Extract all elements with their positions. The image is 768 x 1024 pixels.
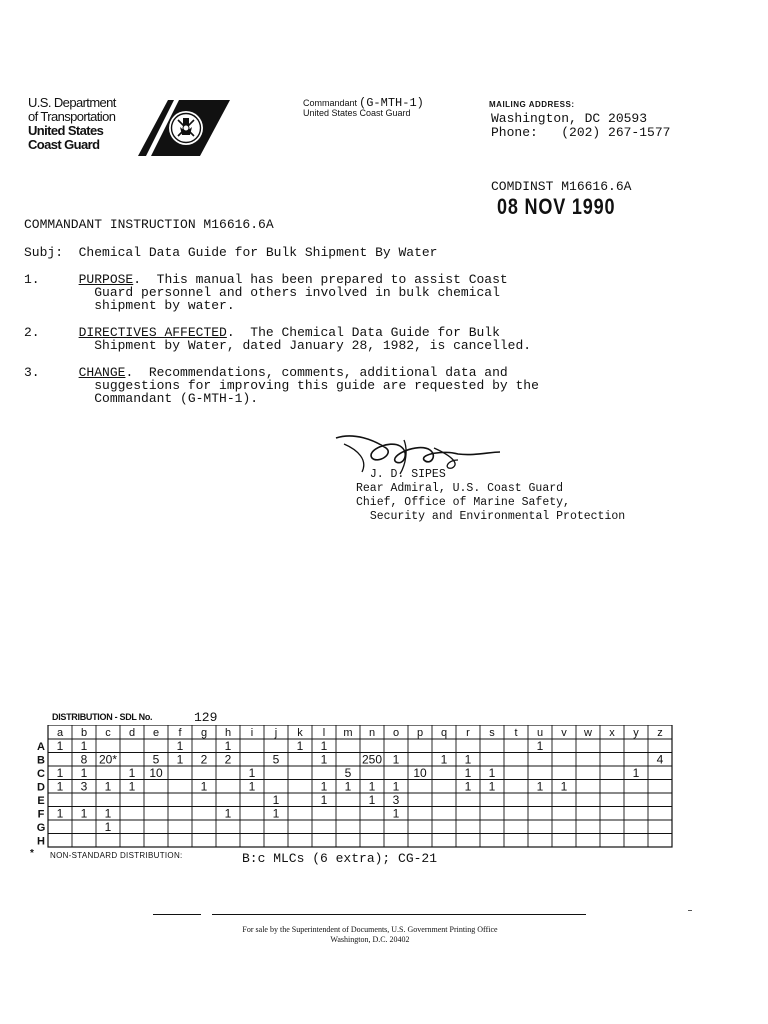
- footer-rule-long: [212, 914, 586, 915]
- distribution-cell: 1: [80, 738, 88, 753]
- paragraph-line: . Recommendations, comments, additional data and: [125, 365, 508, 380]
- column-header: j: [274, 727, 278, 739]
- distribution-cell: 1: [56, 779, 64, 794]
- distribution-cell: 1: [344, 779, 352, 794]
- column-header: r: [466, 727, 470, 739]
- phone-number: (202) 267-1577: [561, 125, 671, 140]
- distribution-cell: 1: [320, 792, 328, 807]
- distribution-cell: 1: [104, 779, 112, 794]
- commandant-header: [303, 98, 424, 118]
- distribution-cell: 20*: [98, 752, 118, 767]
- nonstandard-marker: *: [30, 848, 34, 859]
- distribution-cell: 5: [344, 765, 352, 780]
- subject-line: [24, 246, 437, 259]
- distribution-cell: 4: [656, 752, 664, 767]
- commandant-label: Commandant: [303, 98, 358, 108]
- paragraph-line: suggestions for improving this guide are requested by the: [94, 378, 539, 393]
- distribution-cell: 1: [320, 779, 328, 794]
- column-header: o: [392, 727, 400, 739]
- column-header: q: [440, 727, 448, 739]
- row-label: G: [36, 821, 46, 834]
- distribution-table: [35, 725, 691, 848]
- distribution-cell: 1: [56, 765, 64, 780]
- distribution-cell: 1: [80, 765, 88, 780]
- distribution-cell: 1: [56, 806, 64, 821]
- distribution-cell: 1: [248, 779, 256, 794]
- agency-line-3: United States: [28, 123, 104, 138]
- row-label: D: [37, 781, 45, 794]
- date-stamp: 08 NOV 1990: [497, 194, 616, 219]
- distribution-cell: 2: [224, 752, 232, 767]
- distribution-cell: 1: [104, 806, 112, 821]
- distribution-cell: 1: [272, 792, 280, 807]
- sdl-number: 129: [194, 710, 218, 725]
- column-header: d: [128, 727, 136, 739]
- column-header: x: [609, 727, 615, 739]
- sale-notice-line-2: Washington, D.C. 20402: [330, 935, 410, 944]
- paragraph-line: Commandant (G-MTH-1).: [94, 391, 259, 406]
- distribution-cell: 1: [248, 765, 256, 780]
- distribution-cell: 5: [152, 752, 160, 767]
- commandant-org: United States Coast Guard: [303, 108, 411, 118]
- distribution-cell: 1: [464, 752, 472, 767]
- signer-title-3: Security and Environmental Protection: [369, 510, 626, 523]
- row-label: A: [37, 740, 45, 753]
- distribution-cell: 1: [464, 779, 472, 794]
- page-tick-mark: [688, 910, 692, 911]
- distribution-cell: 1: [128, 765, 136, 780]
- distribution-cell: 1: [536, 738, 544, 753]
- address-city: Washington, DC 20593: [491, 111, 648, 126]
- paragraph-heading: PURPOSE: [78, 272, 134, 287]
- column-header: g: [200, 727, 208, 739]
- paragraph-heading: CHANGE: [78, 365, 126, 380]
- column-header: w: [584, 727, 592, 739]
- signer-title-1: Rear Admiral, U.S. Coast Guard: [356, 482, 564, 495]
- phone-label: Phone:: [491, 125, 538, 140]
- distribution-cell: 8: [80, 752, 88, 767]
- paragraph-line: . The Chemical Data Guide for Bulk: [226, 325, 500, 340]
- distribution-cell: 1: [80, 806, 88, 821]
- distribution-cell: 1: [632, 765, 640, 780]
- sale-notice: [150, 925, 590, 945]
- column-header: t: [514, 727, 518, 739]
- distribution-cell: 1: [440, 752, 448, 767]
- distribution-cell: 5: [272, 752, 280, 767]
- column-header: k: [297, 727, 303, 739]
- signer-title-2: Chief, Office of Marine Safety,: [356, 496, 570, 509]
- paragraph-line: shipment by water.: [94, 298, 235, 313]
- instruction-title: COMMANDANT INSTRUCTION M16616.6A: [24, 217, 274, 232]
- distribution-cell: 1: [560, 779, 568, 794]
- agency-line-4: Coast Guard: [28, 137, 100, 152]
- distribution-cell: 1: [296, 738, 304, 753]
- paragraph-number: 1.: [24, 272, 40, 287]
- column-header: p: [416, 727, 424, 739]
- column-header: u: [536, 727, 544, 739]
- nonstandard-distribution-label: NON-STANDARD DISTRIBUTION:: [50, 851, 183, 860]
- distribution-cell: 1: [488, 779, 496, 794]
- column-header: n: [368, 727, 376, 739]
- distribution-cell: 1: [176, 752, 184, 767]
- subject-text: Chemical Data Guide for Bulk Shipment By Water: [78, 245, 438, 260]
- column-header: c: [105, 727, 111, 739]
- column-header: z: [657, 727, 663, 739]
- mailing-address-label: MAILING ADDRESS:: [489, 100, 575, 109]
- distribution-cell: 1: [464, 765, 472, 780]
- agency-name: [28, 96, 148, 152]
- distribution-cell: 1: [320, 738, 328, 753]
- footer-rule-short: [153, 914, 201, 915]
- column-header: f: [178, 727, 182, 739]
- distribution-cell: 250: [361, 752, 383, 767]
- column-header: i: [250, 727, 254, 739]
- paragraph-number: 3.: [24, 365, 40, 380]
- column-header: v: [561, 727, 567, 739]
- column-header: s: [489, 727, 495, 739]
- paragraph-number: 2.: [24, 325, 40, 340]
- distribution-cell: 1: [272, 806, 280, 821]
- distribution-cell: 1: [392, 752, 400, 767]
- row-label: E: [37, 794, 45, 807]
- distribution-cell: 10: [413, 765, 427, 780]
- column-header: h: [224, 727, 232, 739]
- column-header: y: [633, 727, 639, 739]
- distribution-cell: 1: [392, 806, 400, 821]
- distribution-cell: 1: [104, 819, 112, 834]
- paragraph-line: . This manual has been prepared to assist Coast: [133, 272, 508, 287]
- distribution-cell: 1: [368, 792, 376, 807]
- column-header: l: [322, 727, 326, 739]
- distribution-cell: 1: [128, 779, 136, 794]
- distribution-cell: 3: [392, 792, 400, 807]
- signature-block: [356, 468, 625, 524]
- distribution-label: DISTRIBUTION - SDL No.: [52, 712, 153, 722]
- agency-line-2: of Transportation: [28, 109, 116, 124]
- distribution-cell: 1: [200, 779, 208, 794]
- distribution-cell: 1: [320, 752, 328, 767]
- agency-line-1: U.S. Department: [28, 95, 116, 110]
- column-header: m: [343, 727, 353, 739]
- distribution-cell: 2: [200, 752, 208, 767]
- paragraph-line: Shipment by Water, dated January 28, 1982, is cancelled.: [94, 338, 532, 353]
- distribution-cell: 3: [80, 779, 88, 794]
- comdinst-number: COMDINST M16616.6A: [491, 179, 632, 194]
- row-label: C: [37, 767, 45, 780]
- commandant-code: (G-MTH-1): [359, 96, 424, 110]
- distribution-cell: 1: [176, 738, 184, 753]
- distribution-cell: 1: [392, 779, 400, 794]
- row-label: H: [37, 835, 45, 848]
- column-header: a: [56, 727, 64, 739]
- distribution-cell: 1: [368, 779, 376, 794]
- distribution-cell: 1: [488, 765, 496, 780]
- paragraph-heading: DIRECTIVES AFFECTED: [78, 325, 227, 340]
- row-label: B: [37, 754, 45, 767]
- distribution-cell: 1: [224, 806, 232, 821]
- column-header: b: [80, 727, 88, 739]
- coast-guard-logo: [134, 98, 234, 158]
- paragraph-purpose: [24, 273, 508, 312]
- paragraph-change: [24, 366, 539, 405]
- distribution-cell: 10: [149, 765, 163, 780]
- mailing-address: [491, 112, 670, 140]
- paragraph-line: Guard personnel and others involved in bulk chemical: [94, 285, 500, 300]
- paragraph-directives: [24, 326, 531, 352]
- distribution-cell: 1: [56, 738, 64, 753]
- subject-label: Subj:: [24, 245, 64, 260]
- distribution-cell: 1: [536, 779, 544, 794]
- distribution-cell: 1: [224, 738, 232, 753]
- row-label: F: [37, 808, 45, 821]
- column-header: e: [152, 727, 160, 739]
- signer-name: J. D. SIPES: [369, 468, 446, 481]
- nonstandard-distribution-value: B:c MLCs (6 extra); CG-21: [242, 851, 438, 866]
- sale-notice-line-1: For sale by the Superintendent of Documents, U.S. Government Printing Office: [242, 925, 498, 934]
